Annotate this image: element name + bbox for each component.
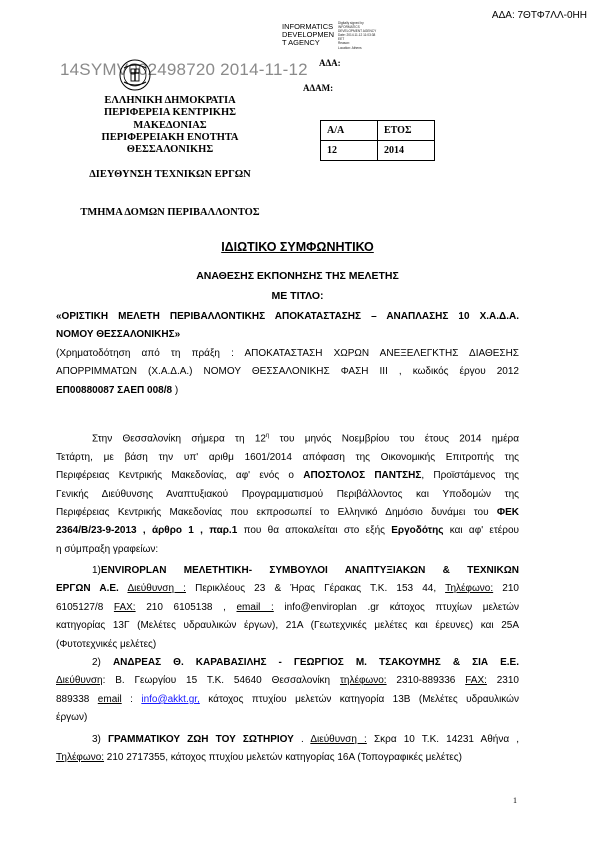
contract-text: Περιφέρειας Κεντρικής Μακεδονίας που εκπροσωπεί το Ελληνικό Δημόσιο δυνάμει του xyxy=(56,506,497,518)
contractor-line xyxy=(56,562,519,580)
signatory-name: ΑΠΟΣΤΟΛΟΣ ΠΑΝΤΣΗΣ xyxy=(303,470,422,482)
separator-text: . xyxy=(293,734,311,745)
authority-line: ΠΕΡΙΦΕΡΕΙΑ ΚΕΝΤΡΙΚΗΣ xyxy=(104,107,236,119)
page-number: 1 xyxy=(513,796,517,805)
contractor-name: ΑΝΔΡΕΑΣ Θ. ΚΑΡΑΒΑΣΙΛΗΣ - ΓΕΩΡΓΙΟΣ Μ. ΤΣΑΚΟΥΜΗΣ & ΣΙΑ Ε.Ε. xyxy=(112,657,520,668)
funding-line: ΑΠΟΡΡΙΜΜΑΤΩΝ (Χ.Α.Δ.Α.) ΝΟΜΟΥ ΘΕΣΣΑΛΟΝΙΚΗΣ ΦΑΣΗ ΙΙΙ , κωδικός έργου 2012 xyxy=(56,366,519,378)
ada-field-label: ΑΔΑ: xyxy=(319,58,341,68)
contract-text: Στην Θεσσαλονίκη σήμερα τη 12 xyxy=(92,433,266,445)
funding-line xyxy=(56,382,519,400)
contractor-2 xyxy=(56,654,519,728)
contractor-line: κατηγορίας 13Γ (Μελέτες υδραυλικών έργων), 21Α (Γεωτεχνικές μελέτες και έρευνες) και 25Α xyxy=(56,620,519,632)
contractor-text: κάτοχος πτυχίου μελετών κατηγορία 13Β (Μελέτες υδραυλικών xyxy=(199,693,519,705)
project-title-line: «ΟΡΙΣΤΙΚΗ ΜΕΛΕΤΗ ΠΕΡΙΒΑΛΛΟΝΤΙΚΗΣ ΑΠΟΚΑΤΑΣΤΑΣΗΣ – ΑΝΑΠΛΑΣΗΣ 10 Χ.Α.Δ.Α. xyxy=(56,311,519,322)
contractor-text: 210 2717355, κάτοχος πτυχίου μελετών κατηγορίας 16Α (Τοπογραφικές μελέτες) xyxy=(104,752,462,764)
document-subtitle: ΑΝΑΘΕΣΗΣ ΕΚΠΟΝΗΣΗΣ ΤΗΣ ΜΕΛΕΤΗΣ xyxy=(196,270,399,282)
list-number: 3) xyxy=(92,734,109,745)
contract-line: Γενικής Διεύθυνσης Αναπτυξιακού Προγραμματισμού Περιβάλλοντος και Υποδομών της xyxy=(56,488,519,500)
contract-text: και αφ' ετέρου xyxy=(443,525,519,537)
table-cell: 12 xyxy=(321,141,378,161)
table-header-cell: Α/Α xyxy=(321,121,378,141)
reference-table xyxy=(320,120,435,161)
phone-label: Τηλέφωνο: xyxy=(445,583,494,595)
contractor-name: ENVIROPLAN ΜΕΛΕΤΗΤΙΚΗ- ΣΥΜΒΟΥΛΟΙ ΑΝΑΠΤΥΞΙΑΚΩΝ & ΤΕΧΝΙΚΩΝ xyxy=(100,565,519,576)
email-label: email : xyxy=(236,601,274,613)
contractor-line xyxy=(56,691,519,709)
informatics-line: T AGENCY xyxy=(282,38,320,47)
project-title xyxy=(56,308,519,345)
greek-emblem-icon xyxy=(118,58,152,92)
funding-line: (Χρηματοδότηση από τη πράξη : ΑΠΟΚΑΤΑΣΤΑΣΗ ΧΩΡΩΝ ΑΝΕΞΕΛΕΓΚΤΗΣ ΔΙΑΘΕΣΗΣ xyxy=(56,348,519,359)
address-value: Περικλέους 23 & Ήρας Γέρακας Τ.Κ. 153 44, xyxy=(185,583,446,595)
fax-value: 889338 xyxy=(56,693,98,705)
contract-text: Περιφέρειας Κεντρικής Μακεδονίας, αφ' ενός ο xyxy=(56,470,304,482)
phone-value: 2310-889336 xyxy=(386,675,466,687)
gazette-reference: 2364/Β/23-9-2013 , άρθρο 1 , παρ.1 xyxy=(56,525,238,537)
contractor-line xyxy=(56,599,519,617)
phone-label: Τηλέφωνο: xyxy=(56,752,105,764)
contract-line xyxy=(56,467,519,485)
department-title: ΤΜΗΜΑ ΔΟΜΩΝ ΠΕΡΙΒΑΛΛΟΝΤΟΣ xyxy=(80,207,260,218)
contract-line xyxy=(56,427,519,449)
email-value: info@enviroplan .gr κάτοχος πτυχίων μελετών xyxy=(273,601,519,613)
contractor-line xyxy=(56,580,519,598)
fax-value: 210 6105138 , xyxy=(135,601,237,613)
employer-term: Εργοδότης xyxy=(391,525,444,537)
contractor-1 xyxy=(56,562,519,654)
authority-block xyxy=(70,95,270,156)
contract-text: που θα αποκαλείται στο εξής xyxy=(237,525,392,537)
list-number: 2) xyxy=(92,657,113,668)
contractor-line xyxy=(56,749,519,767)
contract-paragraph xyxy=(56,427,519,559)
informatics-line: DEVELOPMEN xyxy=(282,30,335,39)
address-value: Σκρα 10 Τ.Κ. 14231 Αθήνα , xyxy=(366,734,520,745)
document-subtitle: ΜΕ ΤΙΤΛΟ: xyxy=(271,290,324,302)
contractor-line: (Φυτοτεχνικές μελέτες) xyxy=(56,638,157,650)
table-row xyxy=(321,121,435,141)
contract-line xyxy=(56,504,519,522)
fax-label: FAX: xyxy=(113,601,136,613)
signature-line: Date: 2014.11.12 11:03:38 xyxy=(338,33,376,38)
contract-line xyxy=(56,522,519,540)
gazette-reference: ΦΕΚ xyxy=(496,506,519,518)
digital-signature-note xyxy=(338,21,400,50)
authority-line: ΕΛΛΗΝΙΚΗ ΔΗΜΟΚΡΑΤΙΑ xyxy=(104,95,236,106)
contract-line: Τετάρτη, με βάση την υπ' αριθμ 1601/2014 απόφαση της Οικονομικής Επιτροπής της xyxy=(56,451,519,463)
directorate-title: ΔΙΕΥΘΥΝΣΗ ΤΕΧΝΙΚΩΝ ΕΡΓΩΝ xyxy=(89,169,251,180)
table-header-cell: ΕΤΟΣ xyxy=(378,121,435,141)
informatics-agency-label xyxy=(282,23,334,47)
address-value: : Β. Γεωργίου 15 Τ.Κ. 54640 Θεσσαλονίκη xyxy=(102,675,340,687)
contractor-name: ΕΡΓΩΝ Α.Ε. xyxy=(56,583,119,595)
email-label: email xyxy=(97,693,122,705)
informatics-line: INFORMATICS xyxy=(282,22,334,31)
contract-text: , Προϊστάμενος της xyxy=(421,470,519,482)
contractor-3 xyxy=(56,731,519,768)
table-row xyxy=(321,141,435,161)
signature-line: DEVELOPMENT AGENCY xyxy=(338,29,377,34)
project-title-line: ΝΟΜΟΥ ΘΕΣΣΑΛΟΝΙΚΗΣ» xyxy=(56,329,181,341)
signature-line: INFORMATICS xyxy=(338,25,360,30)
address-label: Διεύθυνση xyxy=(56,675,103,687)
authority-line: ΜΑΚΕΔΟΝΙΑΣ xyxy=(133,119,207,131)
contractor-line xyxy=(56,672,519,690)
contract-text: του μηνός Νοεμβρίου του έτους 2014 ημέρα xyxy=(269,433,519,445)
authority-line: ΠΕΡΙΦΕΡΕΙΑΚΗ ΕΝΟΤΗΤΑ xyxy=(101,131,239,143)
contract-line: η σύμπραξη γραφείων: xyxy=(56,543,159,555)
phone-label: τηλέφωνο: xyxy=(339,675,387,687)
funding-text: ) xyxy=(172,384,179,396)
contractor-line xyxy=(56,731,519,749)
signature-line: EET xyxy=(338,37,345,42)
phone-value: 6105127/8 xyxy=(56,601,114,613)
signature-line: Digitally signed by xyxy=(338,21,364,25)
project-code: ΕΠ00880087 ΣΑΕΠ 008/8 xyxy=(56,384,173,396)
document-title: ΙΔΙΩΤΙΚΟ ΣΥΜΦΩΝΗΤΙΚΟ xyxy=(221,240,374,254)
fax-value: 2310 xyxy=(486,675,519,687)
contractor-name: ΓΡΑΜΜΑΤΙΚΟΥ ΖΩΗ ΤΟΥ ΣΩΤΗΡΙΟΥ xyxy=(108,734,294,745)
fax-label: FAX: xyxy=(465,675,487,687)
email-link[interactable]: info@akkt.gr, xyxy=(141,693,200,705)
ordinal-suffix: η xyxy=(265,433,270,439)
signature-line: Reason: xyxy=(338,41,350,46)
table-cell: 2014 xyxy=(378,141,435,161)
signature-line: Location: Athens xyxy=(338,45,362,50)
contractor-line: έργων) xyxy=(56,712,88,724)
address-label: Διεύθυνση : xyxy=(310,734,367,745)
authority-line: ΘΕΣΣΑΛΟΝΙΚΗΣ xyxy=(126,144,214,156)
list-number: 1) xyxy=(92,565,101,576)
document-stamp: 14SYMV002498720 2014-11-12 xyxy=(60,60,308,79)
funding-paragraph xyxy=(56,345,519,400)
ada-header: ΑΔΑ: 7ΘΤΦ7ΛΛ-0ΗΗ xyxy=(491,10,587,21)
separator-text: : xyxy=(121,693,142,705)
phone-value: 210 xyxy=(493,583,519,595)
address-label: Διεύθυνση : xyxy=(127,583,186,595)
adam-field-label: ΑΔΑΜ: xyxy=(303,83,334,93)
contractor-line xyxy=(56,654,519,672)
